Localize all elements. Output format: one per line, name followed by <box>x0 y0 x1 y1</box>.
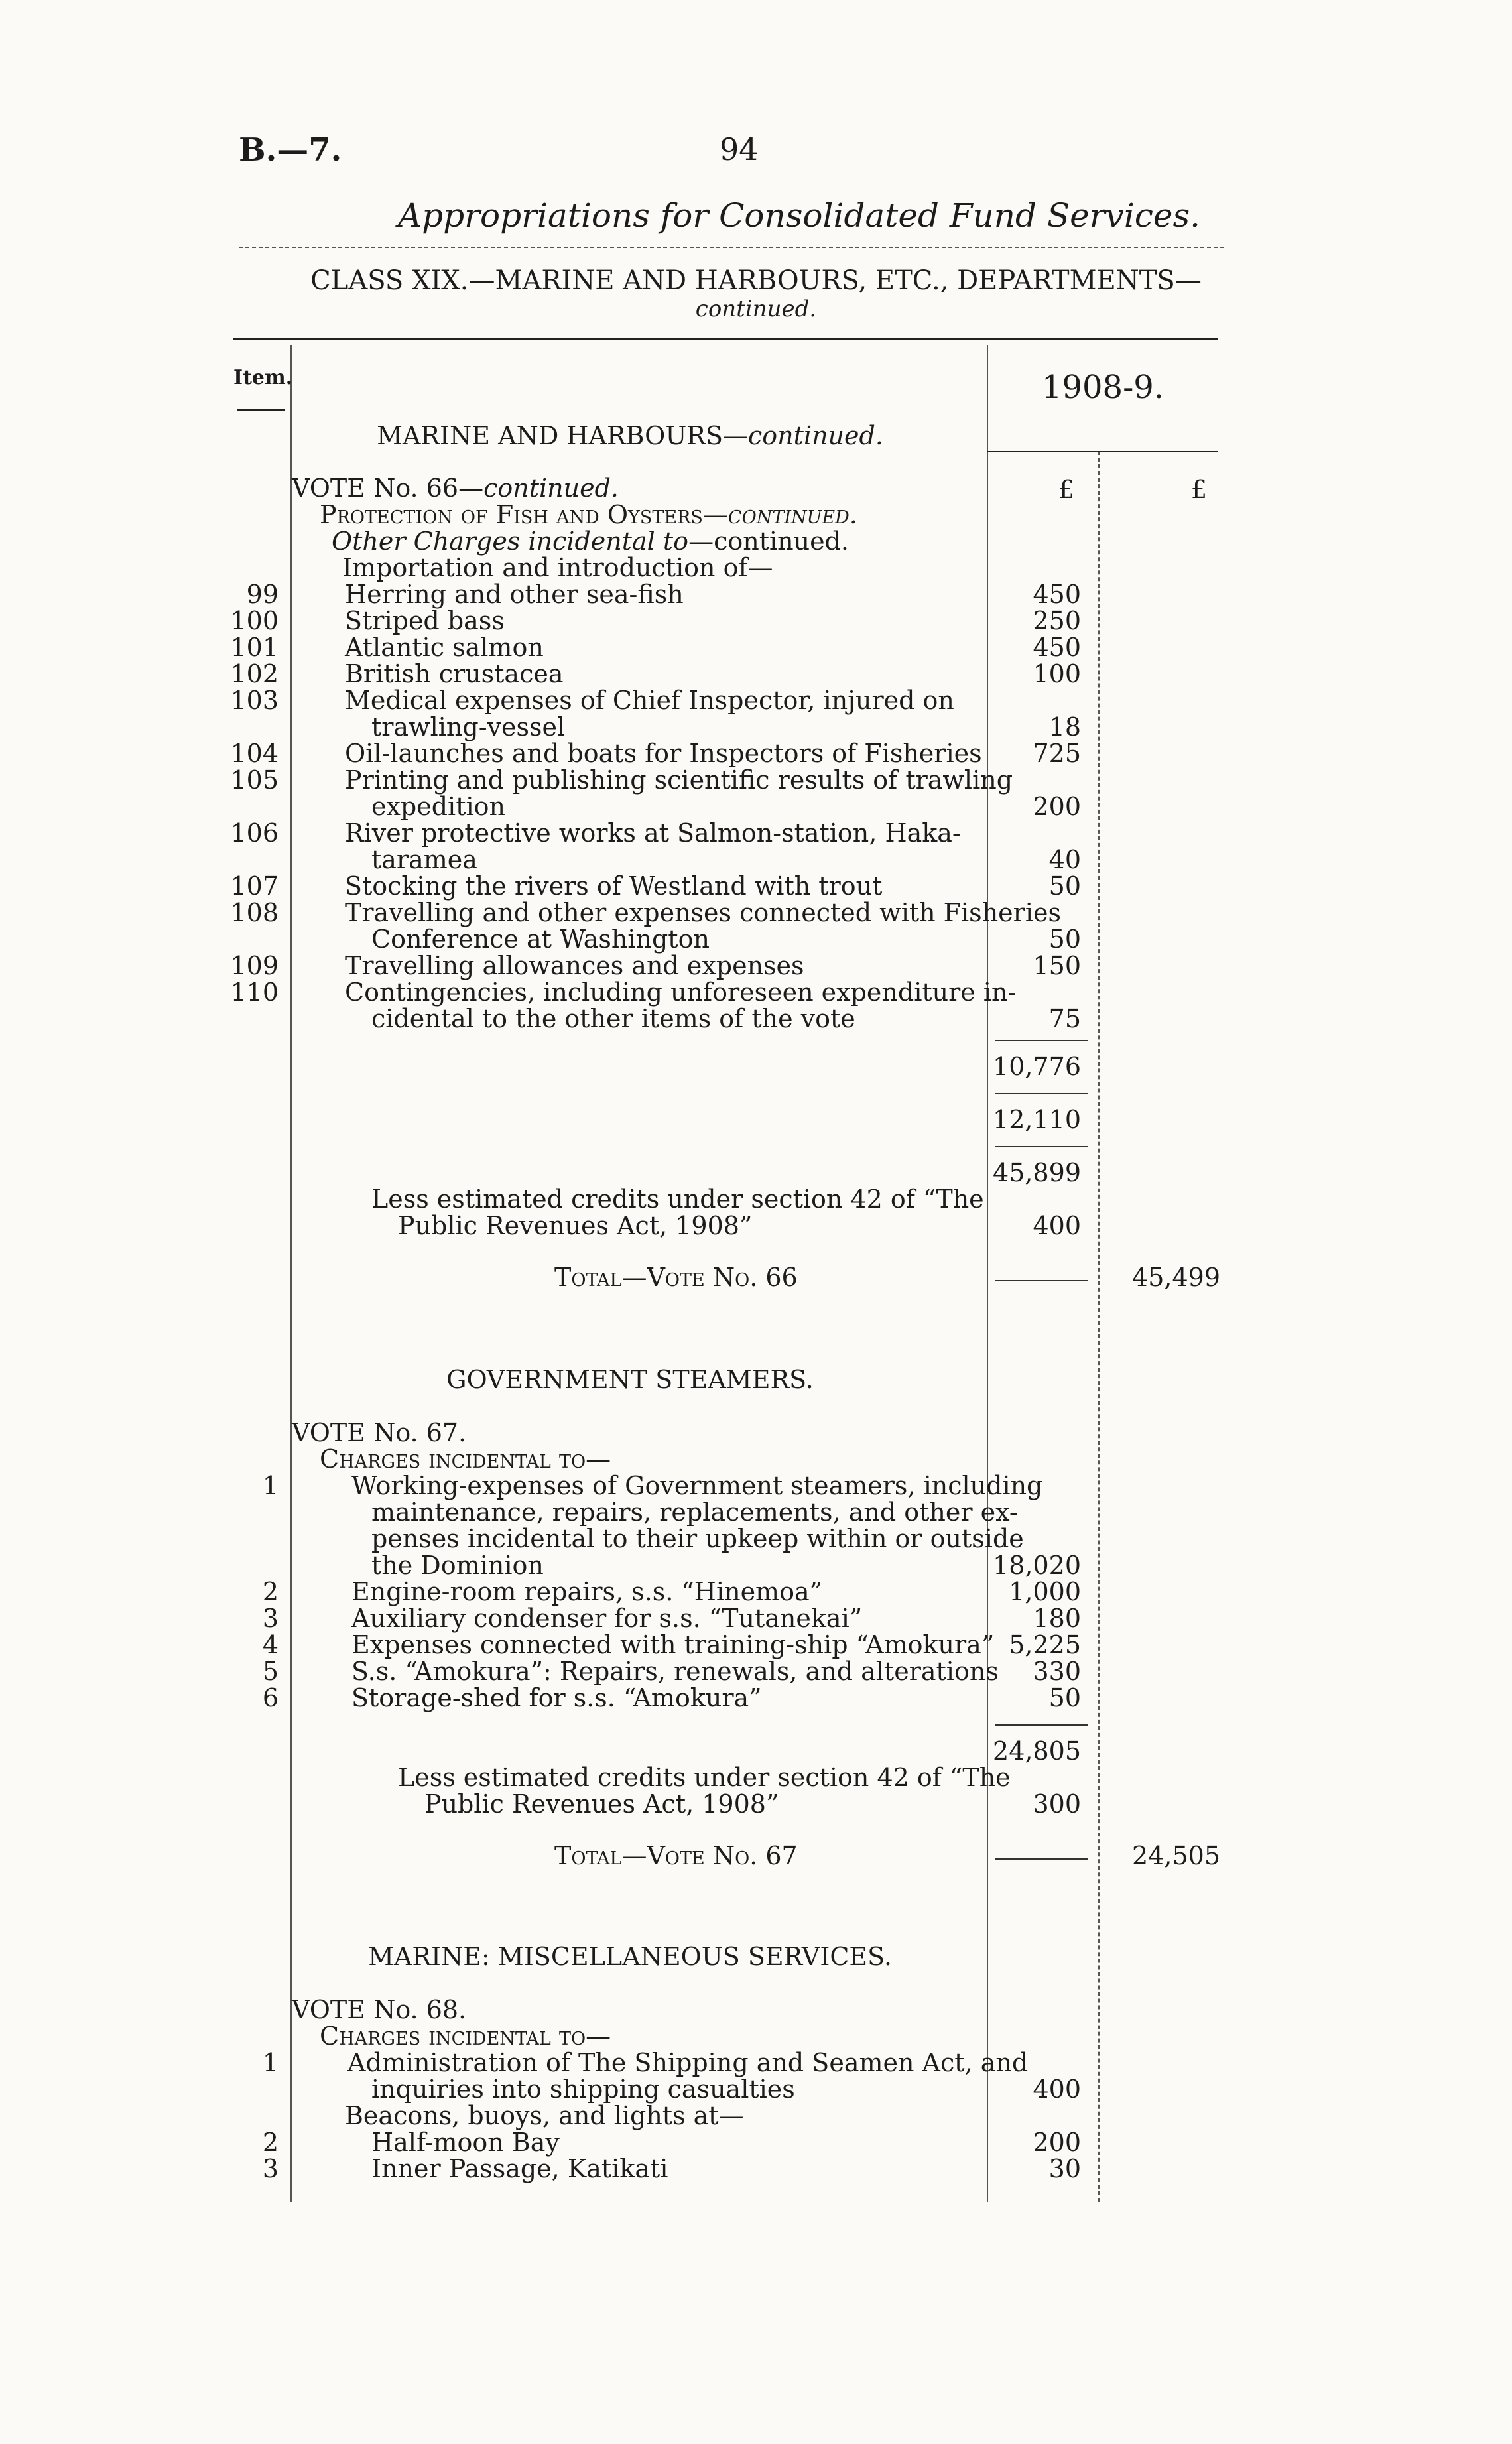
item-number: 104 <box>230 739 279 768</box>
beacons-subheading: Beacons, buoys, and lights at— <box>345 2101 744 2130</box>
item-description: Stocking the rivers of Westland with trout <box>345 871 883 901</box>
item-number: 2 <box>262 2128 279 2157</box>
item-number: 3 <box>262 2154 279 2183</box>
item-amount: 18 <box>1048 712 1081 741</box>
item-description: Expenses connected with training-ship “Amokura” <box>351 1630 995 1659</box>
item-number: 3 <box>262 1604 279 1633</box>
less-credits-line-2: Public Revenues Act, 1908” <box>398 1211 753 1240</box>
less-credits-line-1: Less estimated credits under section 42 of “The <box>371 1185 984 1214</box>
item-column-header: Item. <box>233 366 293 389</box>
item-amount: 150 <box>1033 951 1081 980</box>
less-credits-amount: 300 <box>1033 1789 1081 1819</box>
item-amount: 450 <box>1033 633 1081 662</box>
charges-incidental-subheading: Charges incidental to— <box>320 1445 611 1474</box>
importation-subheading: Importation and introduction of— <box>342 553 773 582</box>
item-number: 108 <box>230 898 279 927</box>
less-credits-line-1: Less estimated credits under section 42 of “The <box>398 1763 1011 1792</box>
item-amount: 50 <box>1048 871 1081 901</box>
total-vote-67: 24,505 <box>1132 1841 1220 1870</box>
item-description: Herring and other sea-fish <box>345 580 684 609</box>
total-vote-66-label: Total—Vote No. 66 <box>554 1263 798 1292</box>
item-amount: 400 <box>1033 2075 1081 2104</box>
item-amount: 180 <box>1033 1604 1081 1633</box>
item-number: 103 <box>230 686 279 715</box>
item-description: Working-expenses of Government steamers, including <box>351 1471 1043 1500</box>
subcolumn-divider <box>1098 451 1100 2202</box>
page-number: 94 <box>720 131 759 167</box>
section-title-marine-harbours: MARINE AND HARBOURS—continued. <box>377 421 883 450</box>
item-amount: 40 <box>1048 845 1081 874</box>
class-title: CLASS XIX.—MARINE AND HARBOURS, ETC., DEPARTMENTS— <box>310 265 1202 296</box>
item-number: 110 <box>230 978 279 1007</box>
sum-rule <box>995 1040 1088 1041</box>
document-reference: B.—7. <box>239 131 342 168</box>
total-vote-66: 45,499 <box>1132 1263 1220 1292</box>
item-number: 4 <box>262 1630 279 1659</box>
item-description: Contingencies, including unforeseen expenditure in- <box>345 978 1017 1007</box>
item-description: Travelling and other expenses connected with Fisheries <box>345 898 1061 927</box>
item-number: 107 <box>230 871 279 901</box>
item-description: Printing and publishing scientific results of trawling <box>345 765 1013 795</box>
vote-67-heading: VOTE No. 67. <box>292 1418 467 1447</box>
year-rule <box>987 451 1218 452</box>
item-number: 2 <box>262 1577 279 1606</box>
sum-rule <box>995 1093 1088 1094</box>
less-credits-amount: 400 <box>1033 1211 1081 1240</box>
item-description: expedition <box>371 792 505 821</box>
subtotal-2: 12,110 <box>993 1105 1081 1134</box>
item-amount: 330 <box>1033 1657 1081 1686</box>
item-description: Travelling allowances and expenses <box>345 951 804 980</box>
item-description: cidental to the other items of the vote <box>371 1004 855 1033</box>
item-amount: 30 <box>1048 2154 1081 2183</box>
item-description: S.s. “Amokura”: Repairs, renewals, and alterations <box>351 1657 999 1686</box>
item-number: 1 <box>262 1471 279 1500</box>
item-description: penses incidental to their upkeep within or outside <box>371 1524 1024 1553</box>
item-number: 106 <box>230 818 279 848</box>
item-number: 5 <box>262 1657 279 1686</box>
item-header-underline <box>237 409 285 411</box>
sum-rule <box>995 1280 1088 1281</box>
item-description: trawling-vessel <box>371 712 566 741</box>
protection-subheading: Protection of Fish and Oysters—continued. <box>320 500 857 529</box>
item-description: inquiries into shipping casualties <box>371 2075 795 2104</box>
item-amount: 18,020 <box>993 1551 1081 1580</box>
item-description: the Dominion <box>371 1551 544 1580</box>
less-credits-line-2: Public Revenues Act, 1908” <box>424 1789 779 1819</box>
vote-66-heading: VOTE No. 66—continued. <box>292 474 619 503</box>
sum-rule <box>995 1858 1088 1860</box>
item-number: 109 <box>230 951 279 980</box>
item-amount: 200 <box>1033 792 1081 821</box>
item-column-divider <box>290 345 292 2202</box>
item-description: Oil-launches and boats for Inspectors of Fisheries <box>345 739 982 768</box>
item-number: 100 <box>230 606 279 635</box>
table-top-rule <box>233 338 1218 340</box>
item-description: British crustacea <box>345 659 564 688</box>
page-title: Appropriations for Consolidated Fund Services. <box>398 196 1201 235</box>
item-description: Half-moon Bay <box>371 2128 560 2157</box>
total-vote-67-label: Total—Vote No. 67 <box>554 1841 798 1870</box>
other-charges-subheading: Other Charges incidental to—continued. <box>332 527 849 556</box>
item-number: 99 <box>246 580 279 609</box>
year-header: 1908-9. <box>1041 369 1165 406</box>
vote-68-heading: VOTE No. 68. <box>292 1995 467 2024</box>
item-description: Conference at Washington <box>371 925 710 954</box>
section-title-government-steamers: GOVERNMENT STEAMERS. <box>446 1365 814 1394</box>
item-description: River protective works at Salmon-station, Haka- <box>345 818 961 848</box>
item-amount: 200 <box>1033 2128 1081 2157</box>
item-amount: 450 <box>1033 580 1081 609</box>
item-description: Medical expenses of Chief Inspector, injured on <box>345 686 954 715</box>
item-amount: 50 <box>1048 1683 1081 1712</box>
item-number: 1 <box>262 2048 279 2077</box>
item-description: Storage-shed for s.s. “Amokura” <box>351 1683 762 1712</box>
subtotal-vote-67: 24,805 <box>993 1736 1081 1766</box>
pound-sign-2: £ <box>1190 475 1207 504</box>
class-continued: continued. <box>695 296 817 322</box>
item-description: Inner Passage, Katikati <box>371 2154 668 2183</box>
item-number: 102 <box>230 659 279 688</box>
item-description: Auxiliary condenser for s.s. “Tutanekai” <box>351 1604 863 1633</box>
sum-rule <box>995 1146 1088 1147</box>
item-amount: 1,000 <box>1009 1577 1081 1606</box>
item-description: Administration of The Shipping and Seamen Act, and <box>347 2048 1029 2077</box>
pound-sign-1: £ <box>1058 475 1074 504</box>
item-description: taramea <box>371 845 477 874</box>
item-description: Atlantic salmon <box>345 633 544 662</box>
header-divider <box>239 247 1224 248</box>
subtotal-3: 45,899 <box>993 1158 1081 1187</box>
item-number: 101 <box>230 633 279 662</box>
item-amount: 100 <box>1033 659 1081 688</box>
sum-rule <box>995 1724 1088 1726</box>
section-title-marine-misc: MARINE: MISCELLANEOUS SERVICES. <box>368 1942 892 1971</box>
item-description: Engine-room repairs, s.s. “Hinemoa” <box>351 1577 823 1606</box>
item-description: maintenance, repairs, replacements, and other ex- <box>371 1498 1018 1527</box>
item-amount: 5,225 <box>1009 1630 1081 1659</box>
item-amount: 50 <box>1048 925 1081 954</box>
item-description: Striped bass <box>345 606 505 635</box>
charges-incidental-subheading: Charges incidental to— <box>320 2022 611 2051</box>
item-number: 105 <box>230 765 279 795</box>
item-amount: 725 <box>1033 739 1081 768</box>
item-amount: 250 <box>1033 606 1081 635</box>
item-number: 6 <box>262 1683 279 1712</box>
subtotal-1: 10,776 <box>993 1052 1081 1081</box>
item-amount: 75 <box>1048 1004 1081 1033</box>
